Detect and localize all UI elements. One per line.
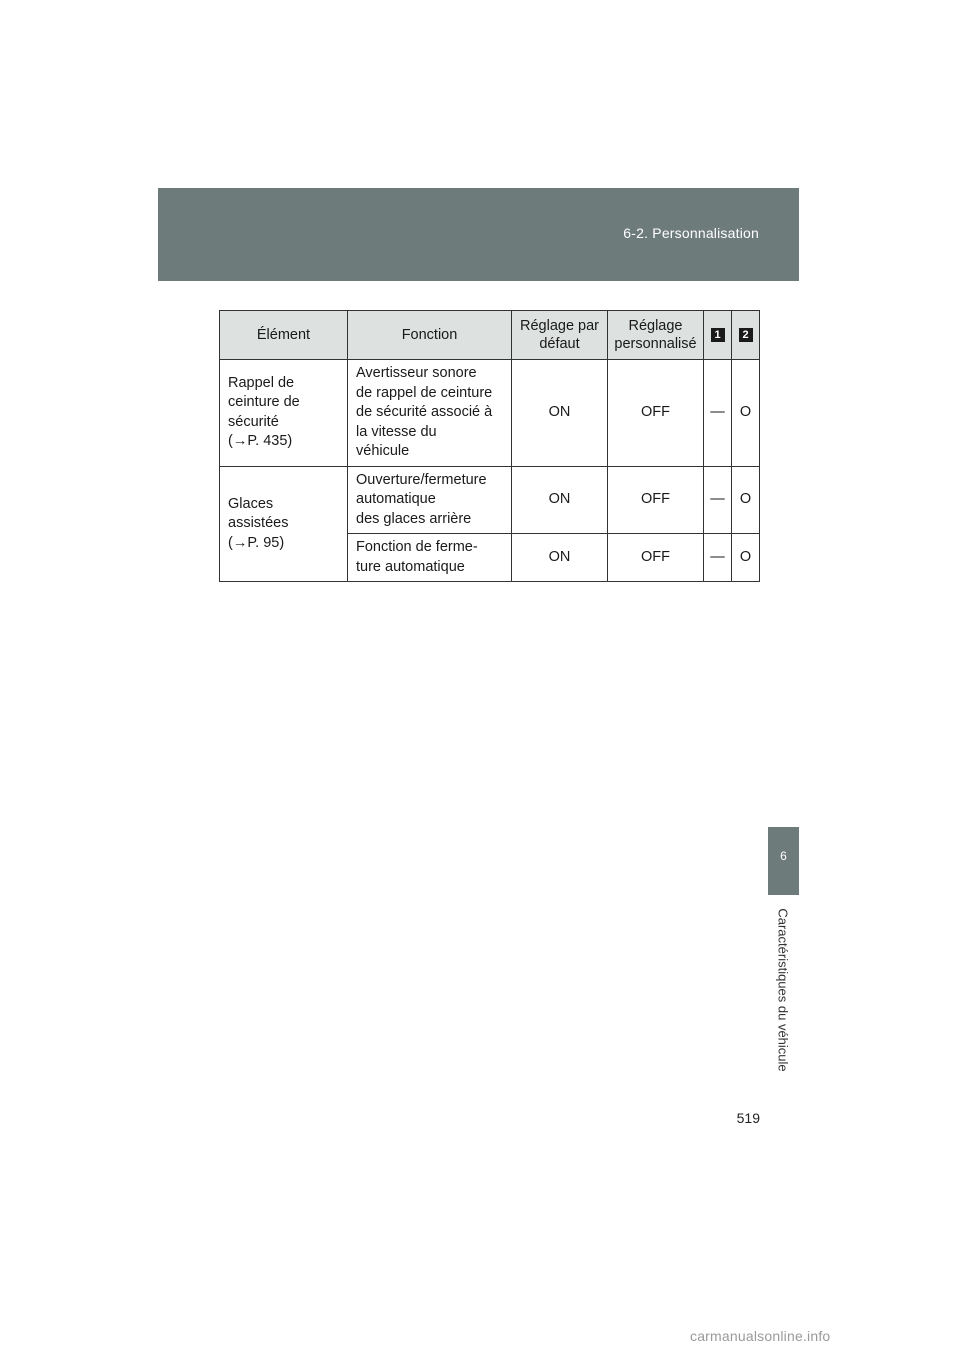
- row-function: Avertisseur sonore de rappel de ceinture de sécurité associé à la vitesse du véhicule: [348, 360, 512, 467]
- page-number: 519: [736, 1110, 760, 1126]
- row-col-2: O: [732, 534, 760, 582]
- chapter-tab: [768, 827, 799, 895]
- row-default: ON: [512, 360, 608, 467]
- badge-1-icon: 1: [711, 328, 725, 342]
- row-default: ON: [512, 534, 608, 582]
- header-badge-1: [704, 311, 732, 360]
- row-col-1: —: [704, 466, 732, 534]
- table-row: [220, 360, 760, 467]
- row-custom: OFF: [608, 534, 704, 582]
- table-row: [220, 466, 760, 534]
- row-col-2: O: [732, 360, 760, 467]
- row-default: ON: [512, 466, 608, 534]
- section-title: 6-2. Personnalisation: [623, 225, 759, 241]
- row-function: Ouverture/fermeture automatique des glaces arrière: [348, 466, 512, 534]
- row-custom: OFF: [608, 360, 704, 467]
- badge-2-icon: 2: [739, 328, 753, 342]
- row-function: Fonction de ferme- ture automatique: [348, 534, 512, 582]
- settings-table: [219, 310, 760, 582]
- header-custom: Réglage personnalisé: [608, 311, 704, 360]
- row-custom: OFF: [608, 466, 704, 534]
- header-band: [158, 188, 799, 281]
- header-element: Élément: [220, 311, 348, 360]
- header-badge-2: [732, 311, 760, 360]
- header-function: Fonction: [348, 311, 512, 360]
- row-element: Glaces assistées (→P. 95): [220, 466, 348, 582]
- chapter-label: Caractéristiques du véhicule: [775, 908, 791, 1072]
- row-element: Rappel de ceinture de sécurité (→P. 435): [220, 360, 348, 467]
- row-col-1: —: [704, 534, 732, 582]
- watermark: carmanualsonline.info: [690, 1328, 831, 1344]
- chapter-number: 6: [780, 849, 787, 863]
- row-col-1: —: [704, 360, 732, 467]
- row-col-2: O: [732, 466, 760, 534]
- table-header-row: [220, 311, 760, 360]
- header-default: Réglage par défaut: [512, 311, 608, 360]
